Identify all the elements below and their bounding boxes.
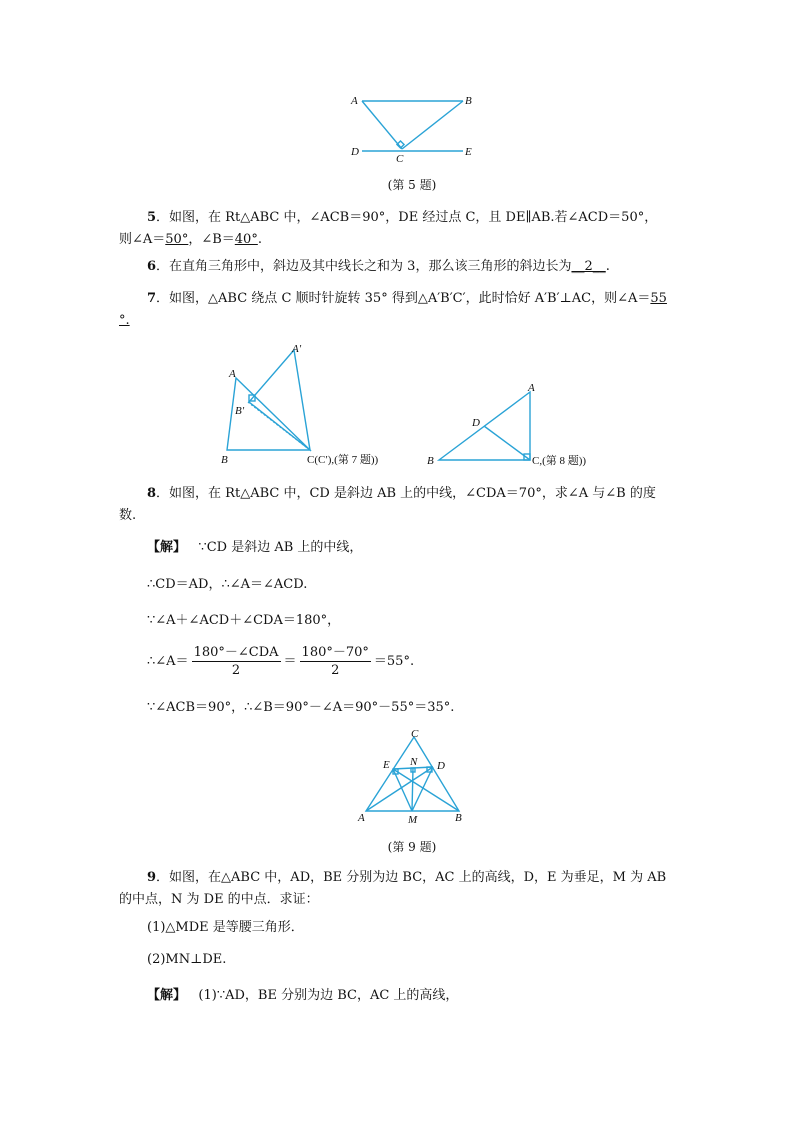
label-b: B (465, 95, 472, 107)
figure-7 (215, 340, 415, 470)
figure-5-caption: (第 5 题) (387, 178, 437, 192)
answer-5a: 50° (165, 232, 189, 247)
solution-tag: 【解】 (147, 988, 187, 1003)
label-b: B (455, 812, 462, 824)
solution-8-step3: ∵∠A＋∠ACD＋∠CDA＝180°， (147, 613, 341, 628)
label-e: E (383, 759, 390, 771)
question-8: 8．如图，在 Rt△ABC 中，CD 是斜边 AB 上的中线，∠CDA＝70°，求∠A 与∠B 的度 数. (119, 486, 656, 523)
label-a: A (229, 368, 236, 380)
solution-9: 【解】 (1)∵AD，BE 分别为边 BC，AC 上的高线， (147, 988, 459, 1003)
answer-7: 55 (650, 291, 667, 306)
label-b-prime: B′ (235, 405, 245, 417)
label-c-caption: C,(第 8 题)) (532, 455, 587, 467)
question-9: 9．如图，在△ABC 中，AD，BE 分别为边 BC，AC 上的高线，D，E 为垂足，M 为 AB 的中点，N 为 DE 的中点．求证： (119, 870, 667, 907)
figure-5 (340, 88, 480, 164)
label-d: D (437, 760, 445, 772)
solution-8: 【解】 ∵CD 是斜边 AB 上的中线， (147, 540, 363, 555)
label-d: D (472, 417, 480, 429)
label-a: A (528, 382, 535, 394)
solution-tag: 【解】 (147, 540, 187, 555)
answer-5b: 40° (234, 232, 258, 247)
question-6: 6．在直角三角形中，斜边及其中线长之和为 3，那么该三角形的斜边长为__2__. (147, 259, 610, 274)
figure-9 (355, 727, 470, 827)
question-5: 5．如图，在 Rt△ABC 中，∠ACB＝90°，DE 经过点 C，且 DE∥AB.若∠ACD＝50°， 则∠A＝50°，∠B＝40°. (119, 210, 658, 247)
label-a-prime: A′ (292, 343, 302, 355)
label-a: A (351, 95, 358, 107)
label-d: D (351, 146, 359, 158)
label-c: C (396, 153, 404, 164)
solution-8-step5: ∵∠ACB＝90°，∴∠B＝90°－∠A＝90°－55°＝35°. (147, 700, 455, 715)
figure-8 (420, 380, 620, 472)
label-m: M (408, 814, 418, 826)
label-b: B (427, 455, 434, 467)
answer-6: __2__ (571, 259, 606, 274)
label-c-caption: C(C′),(第 7 题)) (307, 454, 379, 466)
figure-9-caption: (第 9 题) (387, 840, 437, 854)
label-a: A (358, 812, 365, 824)
label-c: C (411, 728, 419, 740)
label-n: N (410, 756, 418, 768)
question-7: 7．如图，△ABC 绕点 C 顺时针旋转 35° 得到△A′B′C′，此时恰好 A′B′⊥AC，则∠A＝55 °. (119, 291, 667, 328)
question-9-part1: (1)△MDE 是等腰三角形． (147, 920, 304, 935)
solution-8-step2: ∴CD＝AD，∴∠A＝∠ACD. (147, 577, 308, 592)
solution-8-step4: ∴∠A＝ $\frac{\text{180°－∠CDA}}{2}$ ＝ $\frac{180^\circ-70^\circ}{2}$ ＝55°. (147, 645, 415, 678)
question-9-part2: (2)MN⊥DE. (147, 952, 227, 967)
label-e: E (465, 146, 472, 158)
label-b: B (221, 454, 228, 466)
